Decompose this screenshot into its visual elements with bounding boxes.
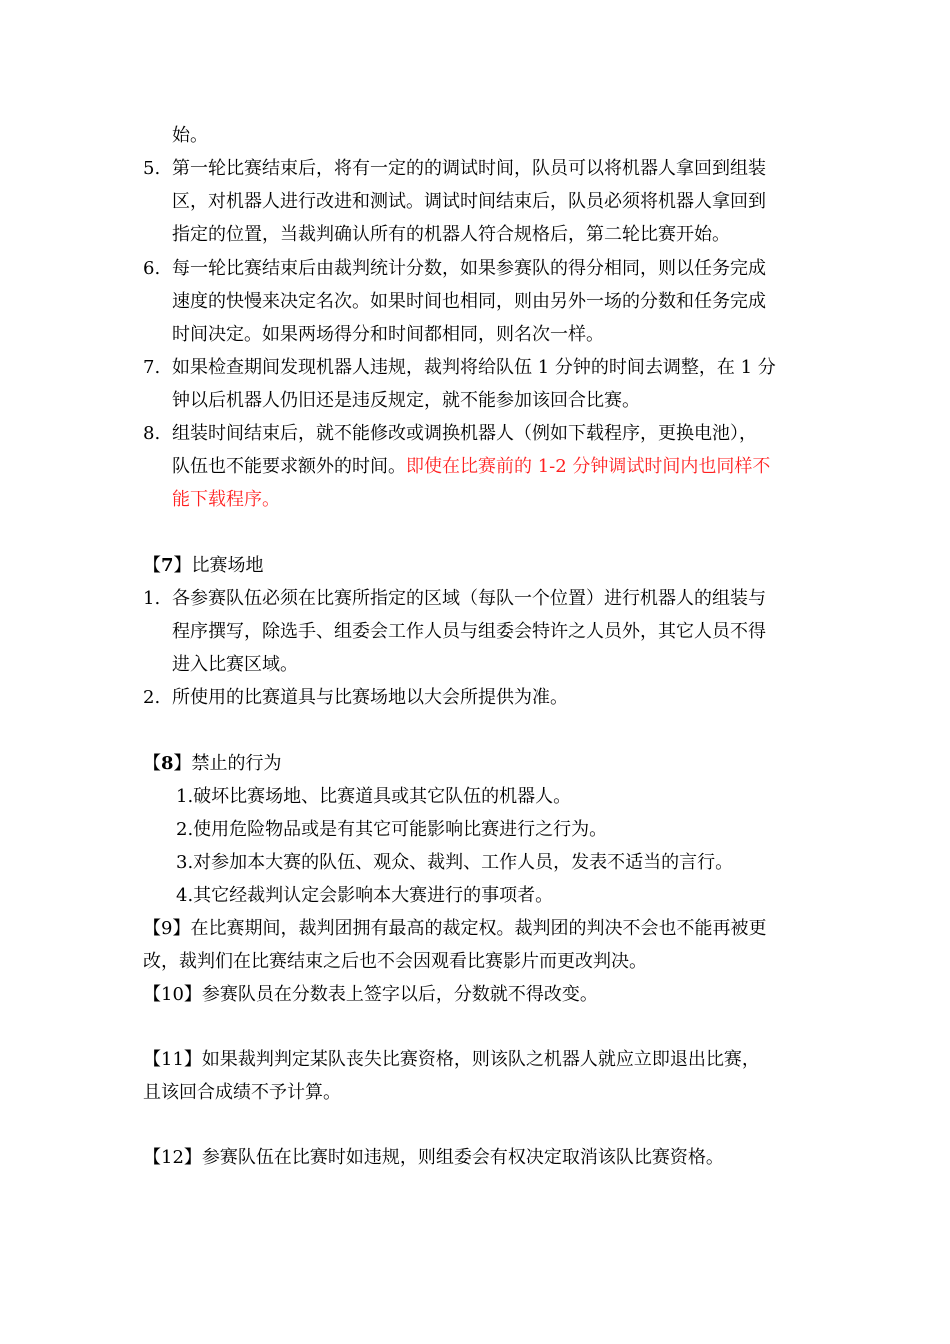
list-item-line: 程序撰写，除选手、组委会工作人员与组委会特许之人员外，其它人员不得 <box>172 621 766 642</box>
section-text: 如果裁判判定某队丧失比赛资格，则该队之机器人就应立即退出比赛， <box>201 1049 760 1070</box>
list-item-line: 2.使用危险物品或是有其它可能影响比赛进行之行为。 <box>176 819 608 840</box>
section-label: 【9】 <box>143 918 191 939</box>
section-title: 比赛场地 <box>191 555 264 576</box>
list-item-line: 3.对参加本大赛的队伍、观众、裁判、工作人员，发表不适当的言行。 <box>176 852 734 873</box>
list-number: 7. <box>143 357 161 378</box>
list-item-line: 1.破坏比赛场地、比赛道具或其它队伍的机器人。 <box>176 786 572 807</box>
list-number: 8. <box>143 423 161 444</box>
list-item-line: 每一轮比赛结束后由裁判统计分数，如果参赛队的得分相同，则以任务完成 <box>172 258 766 279</box>
bracket-open: 【 <box>143 555 161 576</box>
section-text: 在比赛期间，裁判团拥有最高的裁定权。裁判团的判决不会也不能再被更 <box>190 918 767 939</box>
list-number: 6. <box>143 258 161 279</box>
list-item-line: 钟以后机器人仍旧还是违反规定，就不能参加该回合比赛。 <box>172 390 640 411</box>
section-number: 8 <box>161 753 174 774</box>
section-text: 参赛队伍在比赛时如违规，则组委会有权决定取消该队比赛资格。 <box>201 1147 724 1168</box>
section-heading-7 <box>143 554 264 578</box>
section-text: 参赛队员在分数表上签字以后，分数就不得改变。 <box>201 984 598 1005</box>
section-10-line <box>143 983 598 1007</box>
section-11-line: 且该回合成绩不予计算。 <box>143 1082 341 1103</box>
list-item-line: 如果检查期间发现机器人违规，裁判将给队伍 1 分钟的时间去调整，在 1 分 <box>172 357 776 378</box>
red-highlight-line: 能下载程序。 <box>172 489 280 510</box>
section-label: 【12】 <box>143 1147 202 1168</box>
section-number: 7 <box>161 555 174 576</box>
section-heading-8 <box>143 752 282 776</box>
list-item-line <box>172 455 770 479</box>
continued-line: 始。 <box>172 125 208 146</box>
list-item-line: 进入比赛区域。 <box>172 654 298 675</box>
section-9-line: 改，裁判们在比赛结束之后也不会因观看比赛影片而更改判决。 <box>143 951 647 972</box>
section-title: 禁止的行为 <box>191 753 282 774</box>
section-9-line <box>143 917 766 941</box>
list-item-line: 区，对机器人进行改进和测试。调试时间结束后，队员必须将机器人拿回到 <box>172 191 766 212</box>
list-item-line: 所使用的比赛道具与比赛场地以大会所提供为准。 <box>172 687 568 708</box>
bracket-close: 】 <box>173 753 192 774</box>
list-item-line: 组装时间结束后，就不能修改或调换机器人（例如下载程序，更换电池）， <box>172 423 757 444</box>
list-item-line: 时间决定。如果两场得分和时间都相同，则名次一样。 <box>172 324 604 345</box>
list-item-line: 第一轮比赛结束后，将有一定的的调试时间，队员可以将机器人拿回到组装 <box>172 158 766 179</box>
bracket-open: 【 <box>143 753 161 774</box>
list-number: 2. <box>143 687 161 708</box>
section-label: 【10】 <box>143 984 202 1005</box>
section-12-line <box>143 1146 724 1170</box>
red-highlight-text: 即使在比赛前的 1-2 分钟调试时间内也同样不 <box>406 456 771 477</box>
section-label: 【11】 <box>143 1049 202 1070</box>
list-item-line: 指定的位置，当裁判确认所有的机器人符合规格后，第二轮比赛开始。 <box>172 224 730 245</box>
section-11-line <box>143 1048 760 1072</box>
list-item-line: 各参赛队伍必须在比赛所指定的区域（每队一个位置）进行机器人的组装与 <box>172 588 766 609</box>
black-text: 队伍也不能要求额外的时间。 <box>172 456 406 477</box>
list-item-line: 4.其它经裁判认定会影响本大赛进行的事项者。 <box>176 885 554 906</box>
list-number: 1. <box>143 588 161 609</box>
list-number: 5. <box>143 158 161 179</box>
list-item-line: 速度的快慢来决定名次。如果时间也相同，则由另外一场的分数和任务完成 <box>172 291 766 312</box>
bracket-close: 】 <box>173 555 192 576</box>
